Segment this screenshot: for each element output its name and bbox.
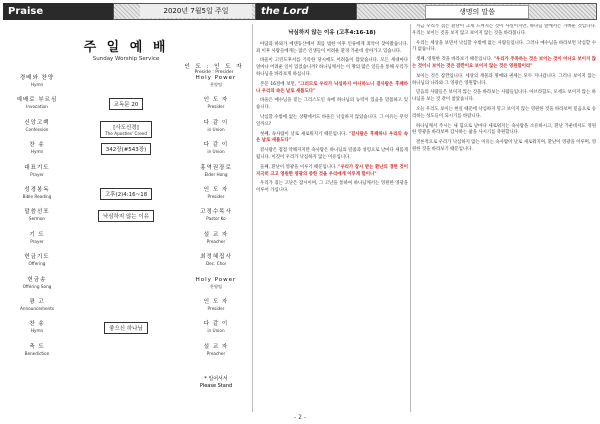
paragraph-text: 본문 16절에 보면, xyxy=(260,81,297,87)
worship-leader xyxy=(186,254,246,266)
leader-ko: 인 도 자 xyxy=(203,299,229,305)
worship-item xyxy=(12,187,62,199)
worship-leader xyxy=(186,299,246,311)
worship-item-ko: 축 도 xyxy=(29,343,45,350)
paragraph-text: 우리는 세상을 보면서 낙심할 수밖에 없는 사람들입니다. 그러나 예수님을 바라보면 낙심할 수가 없습니다. xyxy=(412,40,596,53)
praise-header: Praise xyxy=(3,3,113,20)
order-of-worship xyxy=(6,26,246,411)
paragraph-text: 보이는 것은 잠깐입니다. 세상의 재물과 명예와 권세는 모두 지나갑니다. 그러나 보이지 않는 하나님의 나라와 그 영광은 영원합니다. xyxy=(412,73,596,86)
sermon-paragraph xyxy=(256,82,408,96)
presider-info xyxy=(184,62,244,75)
worship-detail xyxy=(66,121,186,138)
leader-en: Dec. Choi xyxy=(205,261,227,267)
worship-detail-text: 교독문 20 xyxy=(109,98,144,110)
worship-title: 주 일 예 배 xyxy=(83,40,169,55)
worship-row xyxy=(6,321,246,338)
worship-row xyxy=(6,232,246,249)
leader-en: Presider xyxy=(207,306,225,311)
sermon-paragraph xyxy=(412,107,596,121)
leader-ko: 홍역권장로 xyxy=(200,164,232,171)
worship-item xyxy=(12,344,62,356)
worship-leader xyxy=(186,165,246,177)
leader-ko: 인 도 자 xyxy=(203,187,229,193)
worship-item xyxy=(12,142,62,154)
worship-detail-text: [사도신경] xyxy=(113,124,139,131)
leader-en: in Union xyxy=(207,126,225,132)
worship-row xyxy=(6,120,246,137)
sermon-paragraph xyxy=(256,42,408,56)
leader-ko: 인 도 자 xyxy=(203,97,229,104)
paragraph-text: 셋째, 영원한 것을 바라보기 때문입니다. xyxy=(416,57,493,63)
worship-item-ko: 찬 송 xyxy=(29,321,45,328)
paragraph-text: 믿음의 사람들은 보이지 않는 것을 바라보는 사람들입니다. 아브라함도, 모세도 보이지 않는 하나님을 보는 것 같이 참았습니다. xyxy=(412,90,596,103)
sermon-paragraph xyxy=(412,124,596,138)
sermon-column-middle xyxy=(256,24,408,410)
worship-item xyxy=(12,321,62,333)
worship-item-en: Benediction xyxy=(24,350,50,356)
worship-row xyxy=(6,299,246,316)
worship-leader xyxy=(186,321,246,333)
leader-ko: 설 교 자 xyxy=(203,231,229,238)
worship-item xyxy=(12,120,62,132)
worship-leader xyxy=(186,75,246,87)
worship-leader xyxy=(186,187,246,199)
worship-row xyxy=(6,97,246,114)
paragraph-text: 둘째, 환난이 영광을 이루기 때문입니다. xyxy=(260,164,337,170)
worship-row xyxy=(6,75,246,92)
worship-item xyxy=(12,299,62,311)
leader-en: Pastor Ko xyxy=(206,216,226,222)
paragraph-text: 결론적으로 우리가 낙심하지 않는 이유는 속사람이 날로 새로워지며, 환난이 영광을 이루며, 영원한 것을 바라보기 때문입니다. xyxy=(412,140,596,152)
paragraph-text: 아담과 하와가 에덴동산에서 죄를 범한 이후 인류에게 죄악이 찾아왔습니다. 죄 이후 사람들에게는 많은 인생들이 어려운 환경 가운데 살아가고 있습니다. xyxy=(256,41,408,54)
paragraph-text: 바울이 고린도후서를 기록한 당시에도 어려움이 많았습니다. 모든 세대마다 얼마나 어려운 일이 있었습니까? 하나님께서는 이 땅의 많은 일들을 통해 우리가 하나님을 바라보게 하십니다. xyxy=(256,58,408,77)
worship-row xyxy=(6,165,246,182)
worship-item-en: Hymn xyxy=(30,82,44,87)
paragraph-text: 첫째, 속사람이 날로 새로워지기 때문입니다. xyxy=(260,131,347,137)
worship-item xyxy=(12,97,62,109)
scripture-highlight: "겉사람은 후패하나 우리의 속은 날로 새롭도다" xyxy=(256,131,408,144)
worship-detail-text: 낙심하지 않는 이유 xyxy=(98,210,154,222)
worship-item xyxy=(12,209,62,221)
leader-ko: 다 같 이 xyxy=(203,321,229,328)
sermon-paragraph xyxy=(256,98,408,112)
worship-item xyxy=(12,277,62,289)
worship-item-ko: 헌금기도 xyxy=(24,254,50,261)
worship-row xyxy=(6,209,246,226)
worship-detail-text: 342장(#543장) xyxy=(101,143,152,155)
sermon-paragraph xyxy=(412,24,596,38)
sermon-paragraph xyxy=(256,115,408,129)
sermon-paragraph xyxy=(256,181,408,195)
worship-item-en: Prayer xyxy=(30,238,44,244)
sermon-paragraph xyxy=(256,132,408,146)
worship-item-en: Announcements xyxy=(19,306,55,311)
word-of-life-title: 생명의 말씀 xyxy=(425,5,529,19)
sermon-paragraph xyxy=(412,74,596,88)
paragraph-text: 우리가 겪는 고난은 잠시이며, 그 고난을 통하여 하나님께서는 영원한 영광을 이루어 가십니다. xyxy=(256,181,408,194)
worship-row xyxy=(6,254,246,271)
worship-leader xyxy=(186,97,246,109)
worship-item-ko: 헌금송 xyxy=(27,276,47,283)
page-number: - 2 - xyxy=(294,414,306,421)
presider-en: Preside : Presider xyxy=(194,70,234,75)
worship-item-ko: 경배와 찬양 xyxy=(19,75,55,81)
leader-ko: 다 같 이 xyxy=(203,142,229,149)
worship-leader xyxy=(186,209,246,221)
sermon-paragraph xyxy=(412,140,596,154)
worship-item xyxy=(12,254,62,266)
worship-detail xyxy=(66,143,186,155)
worship-item-en: Offering xyxy=(28,261,46,267)
worship-detail xyxy=(66,188,186,200)
worship-subtitle: Sunday Worship Service xyxy=(92,56,160,62)
paragraph-text: 바울은 예수님을 믿는 그리스도인 속에 하나님의 능력이 있음을 말씀하고 있습니다. xyxy=(256,98,408,111)
service-date: 2020년 7월5일 주일 xyxy=(140,4,252,18)
worship-row xyxy=(6,344,246,361)
worship-item-ko: 예배로 부르심 xyxy=(16,97,58,104)
worship-row xyxy=(6,187,246,204)
stand-en: Please Stand xyxy=(199,383,233,389)
sermon-paragraph xyxy=(412,41,596,55)
worship-item-en: Hymn xyxy=(30,149,44,155)
worship-row xyxy=(6,142,246,159)
column-divider xyxy=(252,24,253,412)
paragraph-text: 오늘 우리도 보이는 현실 때문에 낙심하지 말고 보이지 않는 영원한 것을 바라보며 믿음으로 승리하는 성도들이 되시기를 바랍니다. xyxy=(412,106,596,119)
paragraph-text: 겉사람은 점점 약해지지만 속사람은 하나님의 말씀과 성령으로 날마다 새롭게 됩니다. 이것이 우리가 낙심하지 않는 이유입니다. xyxy=(256,148,408,160)
worship-item-ko: 대표기도 xyxy=(24,164,50,171)
column-divider xyxy=(410,24,411,412)
worship-item-ko: 광 고 xyxy=(29,299,45,305)
worship-detail-text: 고후(2)4:16~18 xyxy=(100,188,152,200)
leader-ko: Holy Power xyxy=(195,75,237,81)
worship-item-en: Hymn xyxy=(30,328,44,334)
worship-detail xyxy=(66,98,186,110)
worship-item-ko: 기 도 xyxy=(29,231,45,238)
leader-en: 찬양팀 xyxy=(209,82,223,87)
sermon-paragraph xyxy=(256,58,408,78)
worship-detail xyxy=(66,210,186,222)
scripture-highlight: "그러므로 우리가 낙심하지 아니하노니 겉사람은 후패하나 우리의 속은 날로 새롭도다" xyxy=(256,81,408,94)
worship-leader xyxy=(186,120,246,132)
leader-en: Preacher xyxy=(206,350,226,356)
leader-en: 찬양팀 xyxy=(209,283,223,289)
worship-detail-sub: The Apostles' Creed xyxy=(105,130,147,136)
worship-detail xyxy=(66,322,186,334)
worship-item-en: Prayer xyxy=(30,171,44,177)
sermon-paragraph xyxy=(256,165,408,179)
leader-en: Presider xyxy=(207,104,225,110)
leader-ko: 최정혜집사 xyxy=(200,254,232,261)
leader-en: in Union xyxy=(207,149,225,155)
sermon-column-right xyxy=(412,24,596,410)
scripture-highlight: "우리가 주목하는 것은 보이는 것이 아니요 보이지 않는 것이니 보이는 것은 잠깐이요 보이지 않는 것은 영원함이라" xyxy=(412,57,596,69)
worship-item-ko: 찬 송 xyxy=(29,142,45,149)
sermon-body-middle xyxy=(256,42,408,195)
worship-item xyxy=(12,165,62,177)
leader-ko: 다 같 이 xyxy=(203,119,229,126)
worship-row xyxy=(6,277,246,294)
scripture-highlight: "우리가 잠시 받는 환난의 경한 것이 지극히 크고 영원한 영광의 중한 것을 우리에게 이루게 함이니" xyxy=(256,164,408,177)
creed-box xyxy=(100,121,152,138)
worship-leader xyxy=(186,344,246,356)
sermon-body-right xyxy=(412,24,596,154)
presider-ko: 인 도 : 인 도 자 xyxy=(184,64,244,70)
sermon-paragraph xyxy=(256,148,408,162)
sermon-paragraph xyxy=(412,90,596,104)
leader-en: Presider xyxy=(207,194,225,199)
paragraph-text: 낙심할 수밖에 없는 상황에서도 바울은 낙심하지 않았습니다. 그 이유는 무엇일까요? xyxy=(256,114,408,127)
worship-item-ko: 신앙고백 xyxy=(24,119,50,126)
stand-note xyxy=(186,376,246,390)
worship-detail-text: 좋으신 하나님 xyxy=(104,322,148,334)
worship-item-en: Invocation xyxy=(26,104,48,110)
worship-item-en: Confession xyxy=(25,126,49,132)
sermon-paragraph xyxy=(412,57,596,71)
the-lord-header: the Lord xyxy=(256,3,356,20)
worship-item xyxy=(12,232,62,244)
leader-ko: 고정수목사 xyxy=(200,209,232,216)
worship-leader xyxy=(186,232,246,244)
worship-leader xyxy=(186,277,246,289)
worship-item-en: Bible Reading xyxy=(22,194,52,199)
worship-item-en: Sermon xyxy=(28,216,46,222)
leader-en: in Union xyxy=(207,328,225,334)
paragraph-text: 지금 우리가 겪는 환난이 크게 느껴지는 것이 사실이지만, 하나님 앞에서는 가벼운 것입니다. 우리는 보이는 것을 보지 않고 보이지 않는 것을 바라봅니다. xyxy=(412,24,596,36)
leader-ko: 설 교 자 xyxy=(203,343,229,350)
worship-item-ko: 성경봉독 xyxy=(24,187,50,193)
leader-ko: Holy Power xyxy=(195,276,237,283)
worship-item-en: Offering Song xyxy=(22,283,52,289)
stand-ko: * 일어서서 xyxy=(204,376,228,382)
worship-item xyxy=(12,75,62,87)
leader-en: Elder Hong xyxy=(204,171,228,177)
leader-en: Preacher xyxy=(206,238,226,244)
worship-item-ko: 말씀선포 xyxy=(24,209,50,216)
paragraph-text: 하나님께서 주시는 새 힘으로 날마다 새로워지는 속사람을 소유하시고, 환난 가운데서도 영원한 영광을 바라보며 감사하는 삶을 사시기를 축원합니다. xyxy=(412,123,596,136)
sermon-title: 낙심하지 않는 이유 (고후4:16-18) xyxy=(288,30,376,36)
worship-leader xyxy=(186,142,246,154)
